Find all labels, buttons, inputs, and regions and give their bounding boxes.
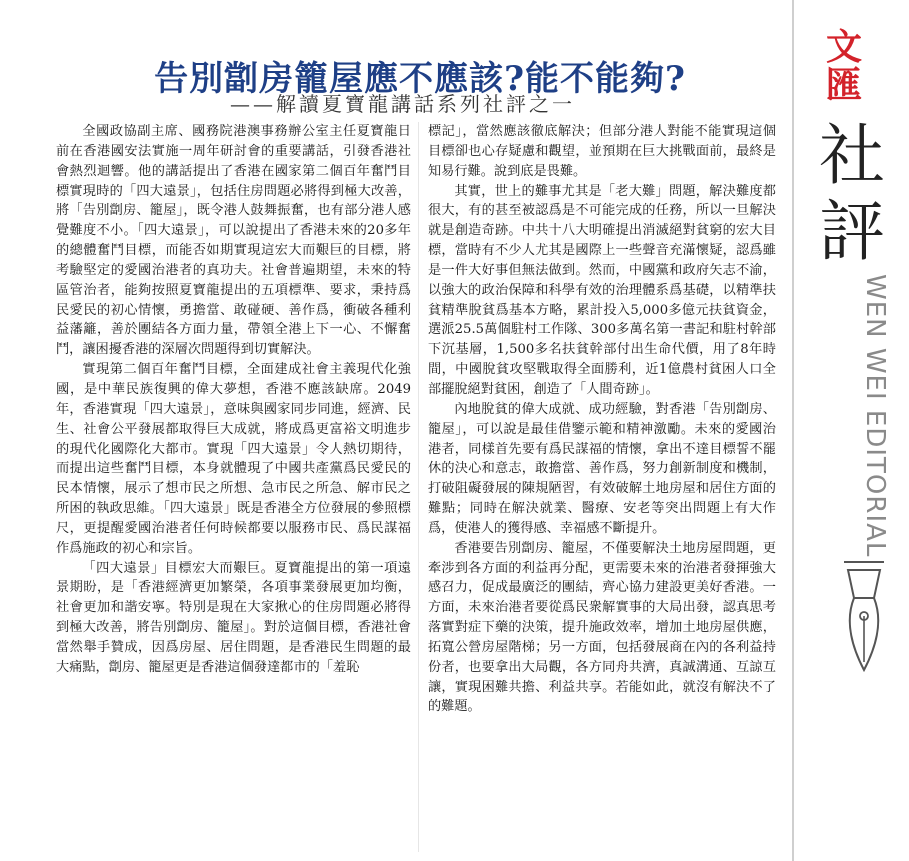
logo-char: 匯 bbox=[825, 64, 862, 106]
logo-char: 文 bbox=[825, 26, 862, 68]
article-subtitle: ——解讀夏寶龍講話系列社評之一 bbox=[230, 92, 575, 116]
paragraph: 其實，世上的難事尤其是「老大難」問題，解決難度都很大，有的甚至被認爲是不可能完成的任務，所以一旦解決就是創造奇跡。中共十八大明確提出消滅絕對貧窮的宏大目標，當時有不少人尤其是國際上一些聲音充滿懷疑，認爲雖是一件大好事但無法做到。然而，中國黨和政府矢志不渝，以強大的政治保障和科學有效的治理體系爲基礎，以精準扶貧精準脫貧爲基本方略，累計投入5,000多億元扶貧資金，選派25.5萬個駐村工作隊、300多萬名第一書記和駐村幹部下沉基層，1,500多名扶貧幹部付出生命代價，用了8年時間，中國脫貧攻堅戰取得全面勝利，近1億農村貧困人口全部擺脫絕對貧困，創造了「人間奇跡」。 bbox=[428, 183, 776, 397]
fountain-pen-nib-icon bbox=[836, 558, 892, 678]
paragraph: 內地脫貧的偉大成就、成功經驗，對香港「告別劏房、籠屋」，可以說是最佳借鑒示範和精神激勵。未來的愛國治港者，同樣首先要有爲民謀福的情懷，拿出不達目標誓不罷休的決心和意志，敢擔當、善作爲，努力創新制度和機制，打破阻礙發展的陳規陋習，有效破解土地房屋和居住方面的難點；同時在解決就業、醫療、安老等突出問題上有大作爲，使港人的獲得感、幸福感不斷提升。 bbox=[428, 401, 776, 536]
article-column-left bbox=[56, 122, 411, 678]
article-title: 告別劏房籠屋應不應該?能不能夠? bbox=[154, 58, 686, 99]
paragraph: 「四大遠景」目標宏大而艱巨。夏寶龍提出的第一項遠景期盼，是「香港經濟更加繁榮，各項事業發展更加均衡，社會更加和諧安寧。特別是現在大家揪心的住房問題必將得到極大改善，將告別劏房、籠屋」。對於這個目標，香港社會當然舉手贊成，因爲房屋、居住問題，是香港民生問題的最大痛點，劏房、籠屋更是香港這個發達都市的「羞恥 bbox=[56, 560, 411, 675]
wenwei-logo bbox=[822, 28, 866, 104]
section-label bbox=[812, 118, 892, 270]
column-divider bbox=[418, 122, 419, 852]
paragraph: 實現第二個百年奮鬥目標，全面建成社會主義現代化強國，是中華民族復興的偉大夢想，香港不應該缺席。2049年，香港實現「四大遠景」，意味與國家同步同進，經濟、民生、社會公平發展都取得巨大成就，將成爲更富裕文明進步的現代化國際化大都市。實現「四大遠景」令人熱切期待，而提出這些奮鬥目標，本身就體現了中國共產黨爲民愛民的民本情懷，展示了想市民之所想、急市民之所急、解市民之所困的執政思維。「四大遠景」既是香港全方位發展的參照標尺，更提醒愛國治港者任何時候都要以服務市民、爲民謀福作爲施政的初心和宗旨。 bbox=[56, 362, 411, 556]
paragraph: 香港要告別劏房、籠屋，不僅要解決土地房屋問題，更牽涉到各方面的利益再分配，更需要未來的治港者發揮強大感召力，促成最廣泛的團結，齊心協力建設更美好香港。一方面，未來治港者要從爲民衆解實事的大局出發，認真思考落實對症下藥的決策，提升施政效率，增加土地房屋供應，拓寬公營房屋階梯；另一方面，包括發展商在內的各利益持份者，也要拿出大局觀，各方同舟共濟，真誠溝通、互諒互讓，實現困難共擔、利益共享。若能如此，就沒有解決不了的難題。 bbox=[428, 540, 776, 715]
section-char: 社 bbox=[819, 117, 885, 194]
paragraph: 全國政協副主席、國務院港澳事務辦公室主任夏寶龍日前在香港國安法實施一周年研討會的重要講話，引發香港社會熱烈迴響。他的講話提出了香港在國家第二個百年奮鬥目標實現時的「四大遠景」，包括住房問題必將得到極大改善，將「告別劏房、籠屋」，既令港人鼓舞振奮，也有部分港人感覺難度不小。「四大遠景」，可以說提出了香港未來的20多年的總體奮鬥目標，而能否如期實現這宏大而艱巨的目標，將考驗堅定的愛國治港者的真功夫。社會普遍期望，未來的特區管治者，能夠按照夏寶龍提出的五項標準、要求，秉持爲民愛民的初心情懷，勇擔當、敢碰硬、善作爲，衝破各種利益藩籬，善於團結各方面力量，帶領全港上下一心、不懈奮鬥，讓困擾香港的深層次問題得到切實解決。 bbox=[56, 124, 411, 358]
paragraph-continued: 標記」，當然應該徹底解決；但部分港人對能不能實現這個目標卻也心存疑慮和觀望，並預期在巨大挑戰面前，最終是知易行難。說到底是畏難。 bbox=[428, 124, 776, 179]
article-column-right bbox=[428, 122, 776, 717]
section-english-label: WEN WEI EDITORIAL bbox=[860, 274, 890, 558]
section-char: 評 bbox=[819, 193, 885, 270]
